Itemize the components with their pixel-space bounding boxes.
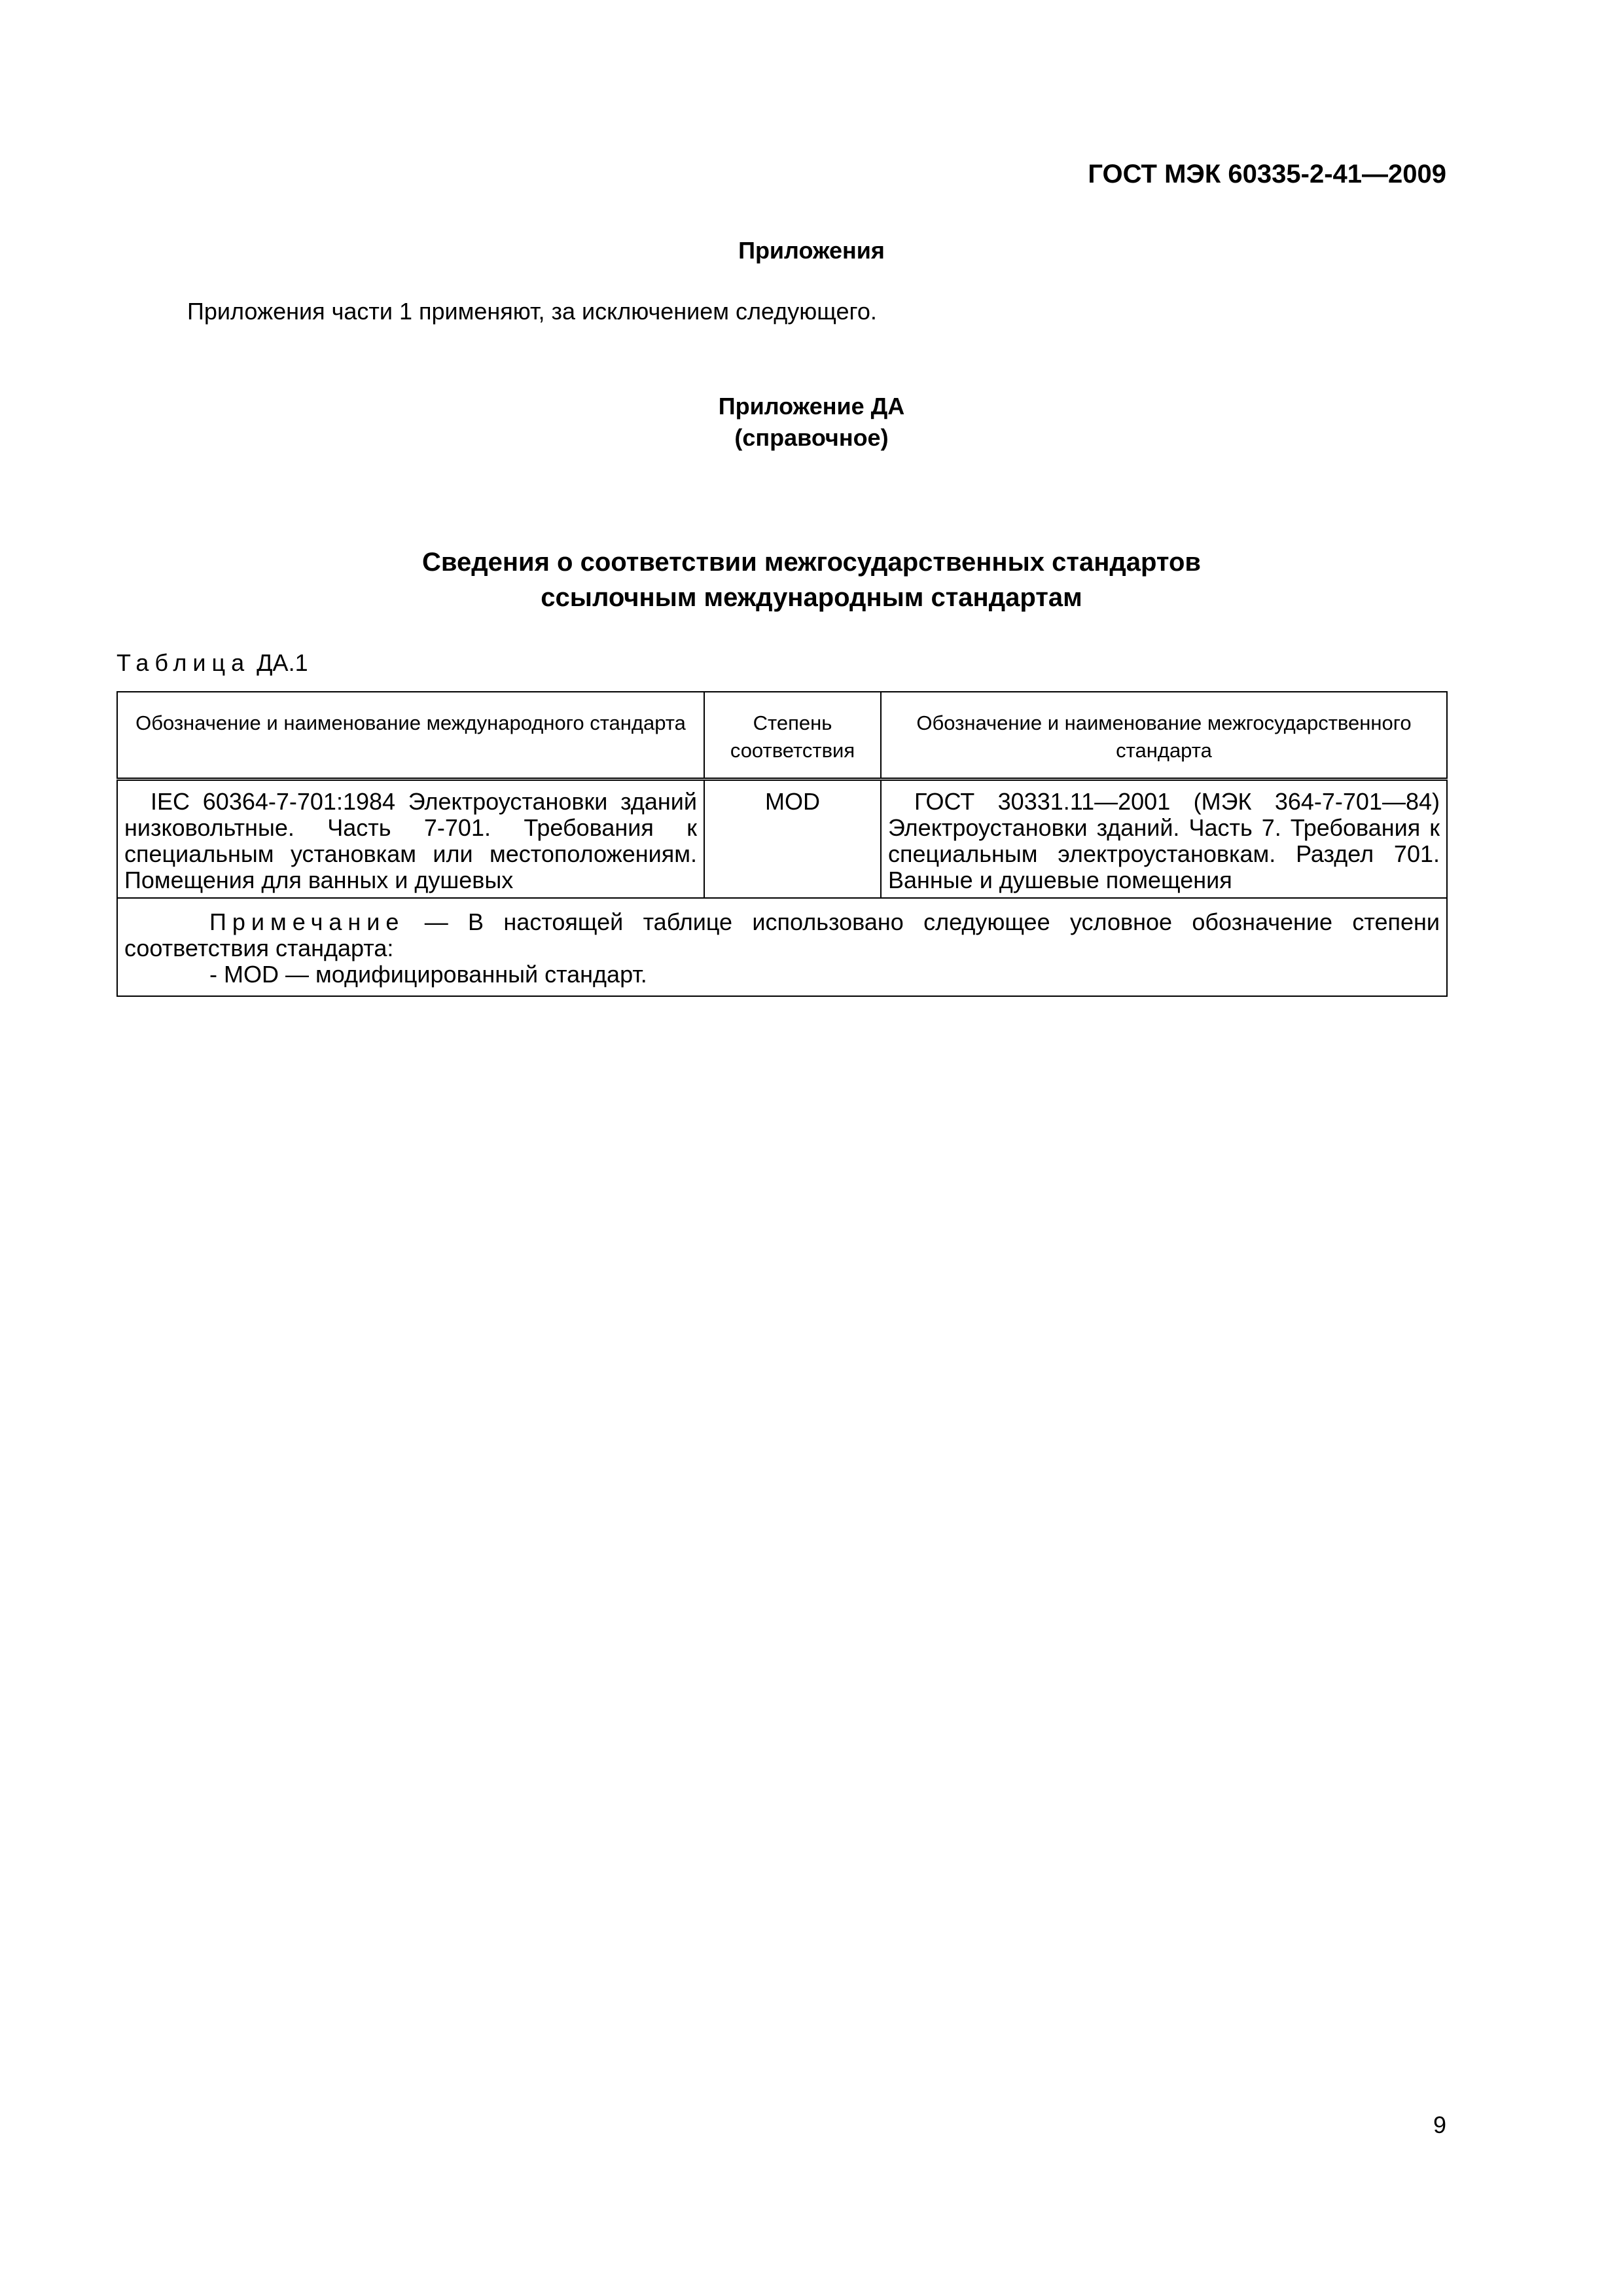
appendix-heading: [0, 391, 1623, 454]
appendix-type: (справочное): [734, 424, 889, 451]
note-body: — В настоящей таблице использовано следующее условное обозначение степени соответствия стандарта:: [124, 908, 1440, 961]
header-international: Обозначение и наименование международного стандарта: [117, 692, 704, 780]
note-label: Примечание: [209, 908, 405, 935]
table-caption: [116, 649, 308, 677]
table-header-row: [117, 692, 1447, 780]
note-text: [124, 909, 1440, 961]
table-note: [117, 898, 1447, 996]
cell-international: IEC 60364-7-701:1984 Электроустановки зданий низковольтные. Часть 7-701. Требования к специальным установкам или местоположениям. Помещения для ванных и душевых: [117, 780, 704, 899]
table-row: [117, 780, 1447, 899]
standards-table: [116, 691, 1448, 997]
intro-paragraph: Приложения части 1 применяют, за исключением следующего.: [187, 298, 877, 325]
note-item: - MOD — модифицированный стандарт.: [209, 961, 647, 988]
page-number: 9: [1433, 2111, 1446, 2138]
header-degree: Степень соответствия: [704, 692, 881, 780]
header-interstate: Обозначение и наименование межгосударственного стандарта: [881, 692, 1447, 780]
appendix-title-line2: ссылочным международным стандартам: [541, 583, 1082, 612]
section-title: Приложения: [738, 237, 885, 264]
document-code: ГОСТ МЭК 60335-2-41—2009: [1088, 160, 1446, 188]
table-note-row: [117, 898, 1447, 996]
cell-degree: MOD: [704, 780, 881, 899]
table-caption-word: Таблица: [116, 649, 251, 676]
cell-interstate: ГОСТ 30331.11—2001 (МЭК 364-7-701—84) Электроустановки зданий. Часть 7. Требования к специальным электроустановкам. Раздел 701. Ванные и душевые помещения: [881, 780, 1447, 899]
appendix-name: Приложение ДА: [718, 393, 905, 420]
appendix-title: [0, 545, 1623, 615]
table-caption-number: ДА.1: [257, 649, 308, 676]
appendix-title-line1: Сведения о соответствии межгосударственных стандартов: [422, 548, 1201, 577]
